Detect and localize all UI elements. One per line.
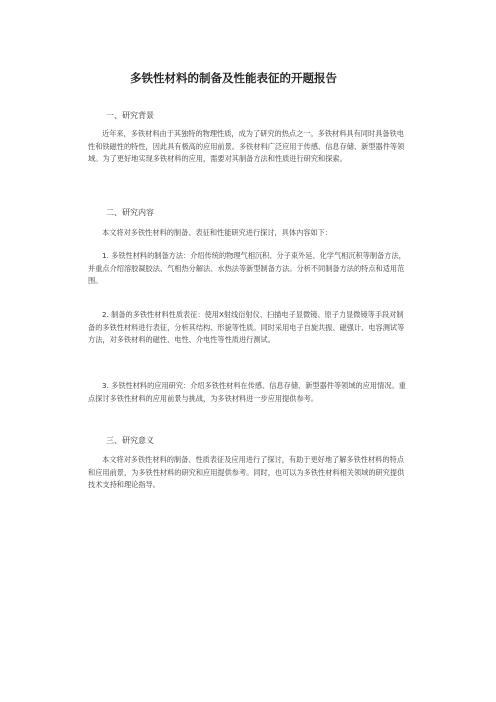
paragraph-background: 近年来，多铁材料由于其独特的物理性质，成为了研究的热点之一。多铁材料具有同时具备铁电性和铁磁性的特性，因此具有极高的应用前景。多铁材料广泛应用于传感、信息存储、新型器件等领域。为了更好地实现多铁材料的应用，需要对其制备方法和性质进行研究和探索。 <box>88 129 405 164</box>
paragraph-content-item-1: 1. 多铁性材料的制备方法：介绍传统的物理气相沉积、分子束外延、化学气相沉积等制备方法，并重点介绍溶胶凝胶法、气相热分解法、水热法等新型制备方法。分析不同制备方法的特点和适用范围。 <box>88 251 406 286</box>
paragraph-significance: 本文将对多铁性材料的制备、性质表征及应用进行了探讨，有助于更好地了解多铁性材料的特点和应用前景，为多铁性材料的研究和应用提供参考。同时，也可以为多铁性材料相关领域的研究提供技术支持和理论指导。 <box>88 455 405 490</box>
paragraph-content-item-3: 3. 多铁性材料的应用研究：介绍多铁性材料在传感、信息存储、新型器件等领域的应用情况。重点探讨多铁性材料的应用前景与挑战，为多铁材料进一步应用提供参考。 <box>88 381 406 403</box>
paragraph-content-intro: 本文将对多铁性材料的制备、表征和性能研究进行探讨，具体内容如下： <box>102 228 333 237</box>
section-heading-content: 二、研究内容 <box>106 208 154 217</box>
document-title: 多铁性材料的制备及性能表征的开题报告 <box>130 71 337 85</box>
section-heading-significance: 三、研究意义 <box>106 436 154 445</box>
paragraph-content-item-2: 2. 制备的多铁性材料性质表征：使用X射线衍射仪、扫描电子显微镜、原子力显微镜等手段对制备的多铁性材料进行表征，分析其结构、形貌等性质。同时采用电子自旋共振、磁强计、电容测试等方法，对多铁材料的磁性、电性、介电性等性质进行测试。 <box>88 310 405 345</box>
section-heading-background: 一、研究背景 <box>106 111 154 120</box>
